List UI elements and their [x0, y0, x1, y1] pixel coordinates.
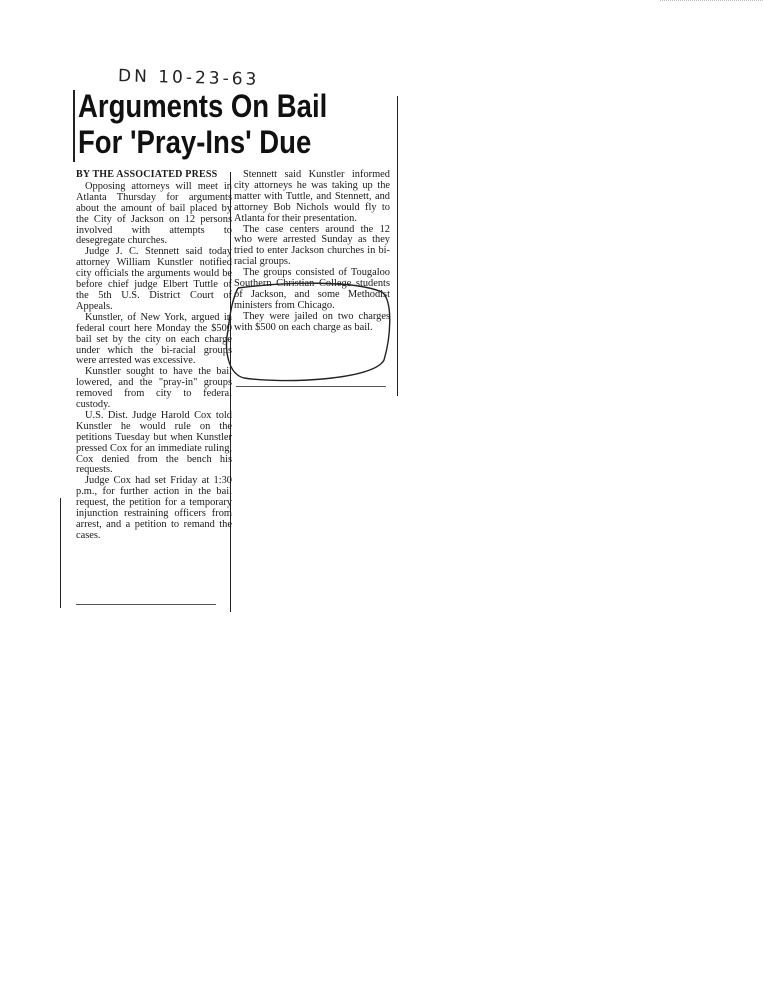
paragraph: The groups consisted of Tougaloo Southern Christian College students of Jackson, and some Methodist ministers from Chicago. [234, 267, 390, 311]
paragraph: Kunstler, of New York, argued in federal court here Monday the $500 bail set by the city on each charge under which the bi-racial groups were arrested was excessive. [76, 311, 232, 367]
byline: BY THE ASSOCIATED PRESS [76, 169, 218, 180]
newspaper-clipping [58, 88, 403, 613]
scan-edge-dots [660, 0, 763, 3]
headline-line-1: Arguments On Bail [78, 88, 328, 124]
paragraph: Opposing attorneys will meet in Atlanta Thursday for arguments about the amount of bail placed by the City of Jackson on 12 persons involved with attempts to desegregate churches. [76, 180, 232, 247]
hand-drawn-circle-annotation [224, 280, 392, 386]
headline-line-2: For 'Pray-Ins' Due [78, 124, 312, 160]
article-headline [78, 88, 336, 160]
column-1-end-rule [76, 604, 216, 605]
paragraph: The case centers around the 12 who were arrested Sunday as they tried to enter Jackson churches in bi-racial groups. [234, 223, 390, 268]
article-column-1 [76, 170, 232, 542]
paragraph: U.S. Dist. Judge Harold Cox told Kunstler he would rule on the petitions Tuesday but when Kunstler pressed Cox for an immediate ruling, Cox denied from the bench his requests. [76, 409, 232, 476]
handwritten-date-note: DN 10-23-63 [117, 66, 260, 90]
clip-left-edge-lower [60, 498, 61, 608]
column-2-end-rule [236, 386, 386, 387]
clip-left-edge [73, 90, 75, 162]
paragraph: They were jailed on two charges with $500 on each charge as bail. [234, 310, 390, 333]
paragraph: Stennett said Kunstler informed city attorneys he was taking up the matter with Tuttle, and Stennett, and attorney Bob Nichols would fly to Atlanta for their presentation. [234, 169, 390, 224]
paragraph: Judge J. C. Stennett said today attorney William Kunstler notified city officials the arguments would be before chief judge Elbert Tuttle of the 5th U.S. District Court of Appeals. [76, 246, 232, 312]
paragraph: Judge Cox had set Friday at 1:30 p.m., for further action in the bail request, the petition for a temporary injunction restraining officers from arrest, and a petition to remand the cases. [76, 475, 232, 541]
paragraph: Kunstler sought to have the bail lowered, and the "pray-in" groups removed from city to federal custody. [76, 366, 232, 411]
clip-right-edge [397, 96, 398, 396]
